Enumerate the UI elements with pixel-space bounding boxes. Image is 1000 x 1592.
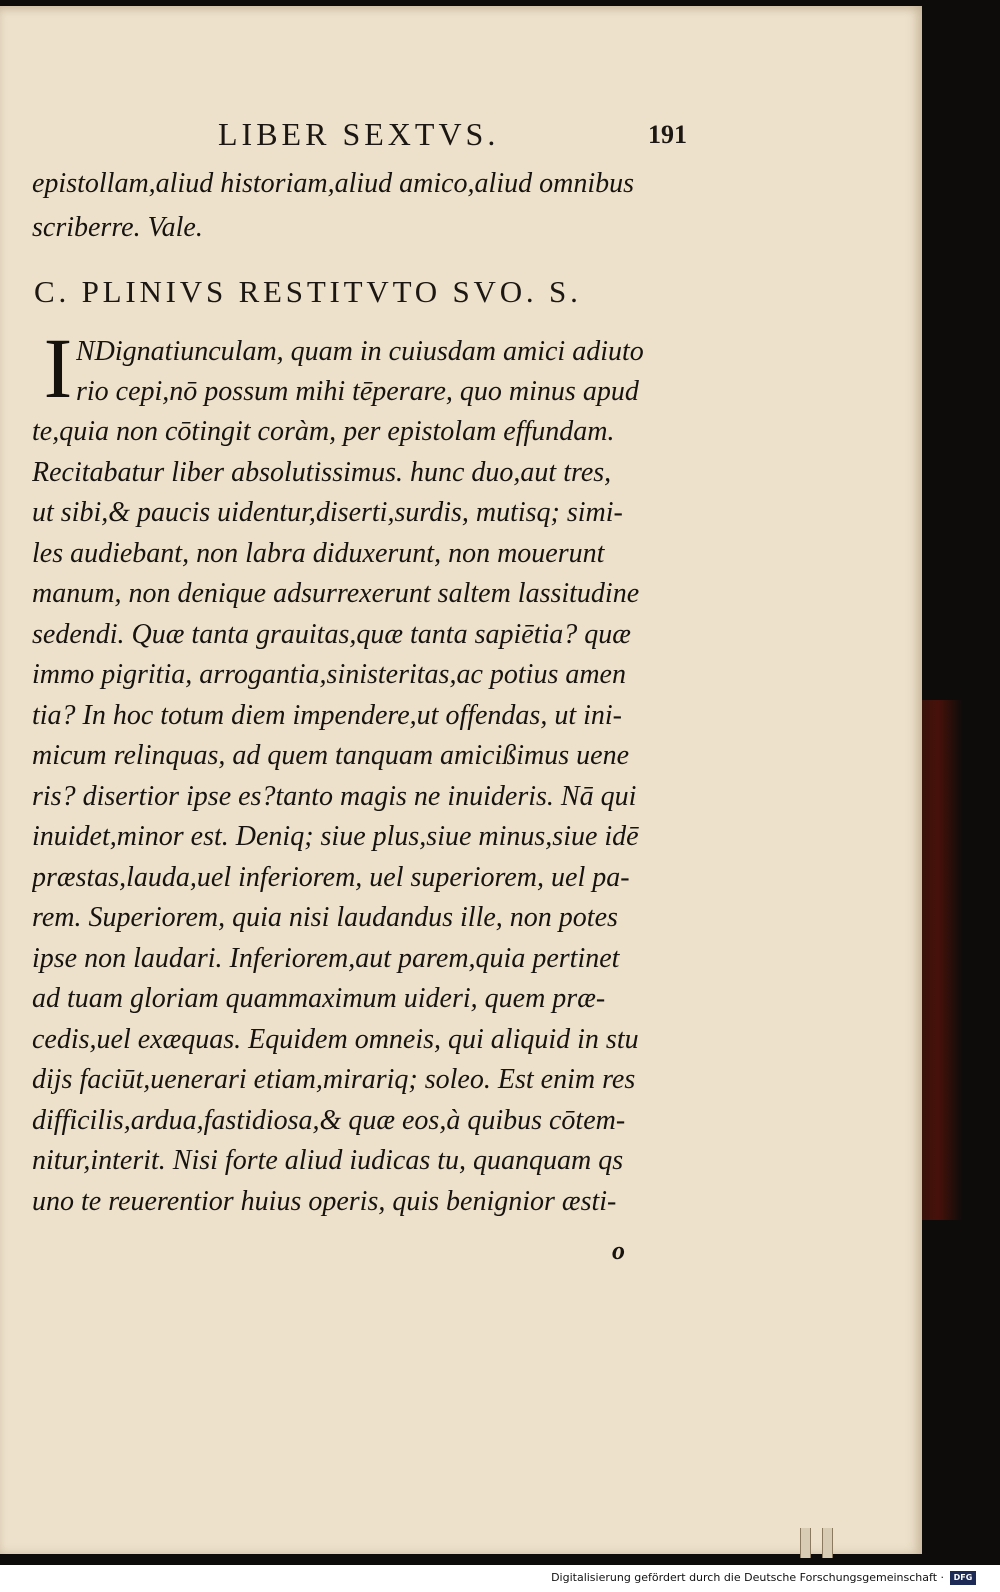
body-line: immo pigritia, arrogantia,sinisteritas,ac potius amen [32, 659, 626, 690]
body-line: inuidet,minor est. Deniq; siue plus,siue minus,siue idē [32, 821, 639, 852]
footer-bar [0, 1565, 1000, 1592]
page-edge-shadow [922, 700, 962, 1220]
body-line: manum, non denique adsurrexerunt saltem lassitudine [32, 578, 640, 609]
body-line: nitur,interit. Nisi forte aliud iudicas tu, quanquam qs [32, 1145, 624, 1176]
running-head [0, 116, 922, 156]
body-line: rio cepi,nō possum mihi tēperare, quo minus apud [76, 376, 639, 407]
running-head-title: LIBER SEXTVS. [218, 116, 500, 152]
closing-line: scriberre. Vale. [32, 212, 203, 243]
body-line: difficilis,ardua,fastidiosa,& quæ eos,à quibus cōtem- [32, 1105, 626, 1136]
catchword: o [612, 1236, 625, 1265]
body-line: ut sibi,& paucis uidentur,diserti,surdis, mutisq; simi- [32, 497, 623, 528]
book-page [0, 6, 922, 1554]
body-line: ris? disertior ipse es?tanto magis ne inuideris. Nā qui [32, 781, 637, 812]
body-line: NDignatiunculam, quam in cuiusdam amici adiuto [76, 336, 644, 367]
body-line: uno te reuerentior huius operis, quis benignior æsti- [32, 1186, 617, 1217]
folio-number: 191 [648, 120, 687, 149]
page-stack-edges [800, 1528, 860, 1558]
body-line: tia? In hoc totum diem impendere,ut offendas, ut ini- [32, 700, 622, 731]
body-line: ipse non laudari. Inferiorem,aut parem,quia pertinet [32, 943, 620, 974]
body-line: rem. Superiorem, quia nisi laudandus ille, non potes [32, 902, 618, 933]
closing-line: epistollam,aliud historiam,aliud amico,aliud omnibus [32, 168, 635, 199]
dfg-logo-icon: DFG [950, 1571, 976, 1585]
body-line: sedendi. Quæ tanta grauitas,quæ tanta sapiētia? quæ [32, 619, 631, 650]
body-line: micum relinquas, ad quem tanquam amicißimus uene [32, 740, 629, 771]
body-line: præstas,lauda,uel inferiorem, uel superiorem, uel pa- [32, 862, 630, 893]
body-line: ad tuam gloriam quammaximum uideri, quem præ- [32, 983, 606, 1014]
funding-credit: Digitalisierung gefördert durch die Deutsche Forschungsgemeinschaft · [551, 1571, 944, 1584]
body-line: cedis,uel exæquas. Equidem omneis, qui aliquid in stu [32, 1024, 639, 1055]
drop-initial: I [43, 320, 73, 416]
body-line: les audiebant, non labra diduxerunt, non mouerunt [32, 538, 605, 569]
body-line: Recitabatur liber absolutissimus. hunc duo,aut tres, [32, 457, 612, 488]
body-line: te,quia non cōtingit coràm, per epistolam effundam. [32, 416, 615, 447]
letter-heading: C. PLINIVS RESTITVTO SVO. S. [34, 274, 582, 309]
body-line: dijs faciūt,uenerari etiam,mirariq; soleo. Est enim res [32, 1064, 636, 1095]
